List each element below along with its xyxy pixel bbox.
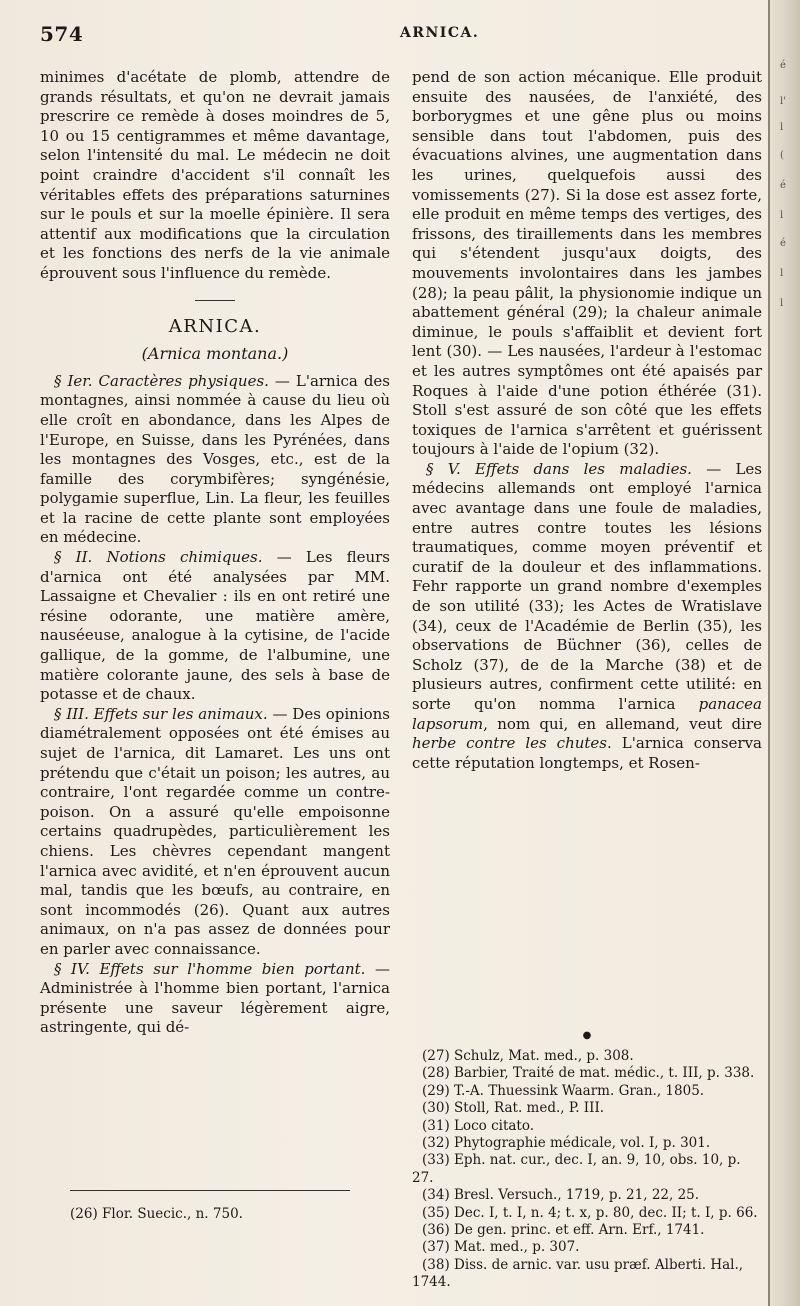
edge-letter: (: [780, 150, 784, 161]
footnote: (28) Barbier, Traité de mat. médic., t. III, p. 338.: [422, 1065, 755, 1082]
running-head: ARNICA.: [400, 25, 480, 41]
section-3: [40, 705, 390, 960]
edge-letter: l: [780, 122, 784, 133]
footnote: (31) Loco citato.: [422, 1117, 535, 1134]
section-5: [412, 460, 762, 774]
section-5-text-b: , nom qui, en allemand, veut dire: [483, 714, 762, 733]
section-1-text: — L'arnica des montagnes, ainsi nommée à cause du lieu où elle croît en abondance, dans les Alpes de l'Europe, en Suisse, dans les Pyrénées, dans les montagnes des Vosges, etc., est de la famille des corymbifères; syngénésie, polygamie superflue, Lin. La fleur, les feuilles et la racine de cette plante sont employées en médecine.: [40, 371, 390, 547]
footnote: (29) T.-A. Thuessink Waarm. Gran., 1805.: [422, 1082, 705, 1099]
section-5-label: § V. Effets dans les maladies.: [426, 459, 692, 478]
section-3-label: § III. Effets sur les animaux.: [54, 704, 268, 723]
footnote: (35) Dec. I, t. I, n. 4; t. x, p. 80, dec. II; t. I, p. 66.: [422, 1204, 758, 1221]
footnote: (27) Schulz, Mat. med., p. 308.: [422, 1048, 634, 1064]
adjacent-page-edge: [768, 0, 800, 1306]
footnote: (32) Phytographie médicale, vol. I, p. 301.: [422, 1135, 711, 1152]
page-number: 574: [40, 22, 84, 46]
section-5-text-a: — Les médecins allemands ont employé l'arnica avec avantage dans une foule de maladies, entre autres contre toutes les lésions traumatiques, comme moyen préventif et curatif de la douleur et des inflammations. Fehr rapporte un grand nombre d'exemples de son utilité (33); les Actes de Wratislave (34), ceux de l'Académie de Berlin (35), les observations de Büchner (36), celles de Scholz (37), de de la Marche (38) et de plusieurs autres, confirment cette utilité: en sorte qu'on nomma l'arnica: [412, 459, 762, 713]
edge-letter: l: [780, 298, 784, 309]
section-4-text: — Administrée à l'homme bien portant, l'arnica présente une saveur légèrement aigre, astringente, qui dé-: [40, 959, 390, 1037]
article-title: ARNICA.: [168, 315, 262, 337]
footnotes-list: [412, 1028, 762, 1292]
section-1: [40, 372, 390, 548]
section-divider: [195, 300, 235, 301]
left-column: [40, 68, 390, 1038]
edge-letter: l': [780, 96, 786, 107]
section-1-label: § Ier. Caractères physiques.: [54, 371, 269, 390]
right-column: [412, 68, 762, 773]
section-2-text: — Les fleurs d'arnica ont été analysées par MM. Lassaigne et Chevalier : ils en ont retiré une résine odorante, une matière amère, nauséeuse, analogue à la cytisine, de l'acide gallique, de la gomme, de l'albumine, une matière colorante jaune, des sels à base de potasse et de chaux.: [40, 548, 390, 704]
footnote: (30) Stoll, Rat. med., P. III.: [422, 1100, 605, 1117]
footnote: (33) Eph. nat. cur., dec. I, an. 9, 10, obs. 10, p. 27.: [412, 1152, 741, 1186]
edge-letter: é: [780, 238, 786, 249]
section-2-label: § II. Notions chimiques.: [54, 548, 263, 567]
section-5-text-c: . L'arnica conserva cette réputation longtemps, et Rosen-: [412, 734, 763, 772]
edge-letter: é: [780, 60, 786, 71]
footnote: (38) Diss. de arnic. var. usu præf. Alberti. Hal., 1744.: [412, 1256, 744, 1291]
bullet-mark: ●: [582, 1030, 592, 1041]
intro-paragraph: minimes d'acétate de plomb, attendre de grands résultats, et qu'on ne devrait jamais prescrire ce remède à doses moindres de 5, 10 ou 15 centigrammes et même davantage, selon l'intensité du mal. Le médecin ne doit point craindre d'accident s'il connaît les véritables effets des préparations saturnines sur le pouls et sur la moelle épinière. Il sera attentif aux modifications que la circulation et les fonctions des nerfs de la vie animale éprouvent sous l'influence du remède.: [40, 68, 390, 282]
section-3-text: — Des opinions diamétralement opposées ont été émises au sujet de l'arnica, dit Lamaret. Les uns ont prétendu que c'était un poison; les autres, au contraire, l'ont regardée comme un contre-poison. On a assuré qu'elle empoisonne certains quadrupèdes, particulièrement les chiens. Les chèvres cependant mangent l'arnica avec avidité, et n'en éprouvent aucun mal, tandis que les bœufs, au contraire, en sont incommodés (26). Quant aux autres animaux, on n'a pas assez de données pour en parler avec connaissance.: [40, 704, 391, 958]
section-5-emphasis-2: herbe contre les chutes: [412, 734, 608, 753]
page-header: [40, 22, 760, 52]
footnote-rule: [70, 1190, 350, 1191]
footnote: (36) De gen. princ. et eff. Arn. Erf., 1741.: [422, 1222, 705, 1239]
footnote-26: (26) Flor. Suecic., n. 750.: [70, 1206, 243, 1222]
section-4: [40, 960, 390, 1038]
edge-letter: l: [780, 268, 784, 279]
edge-letter: é: [780, 180, 786, 191]
edge-letter: l: [780, 210, 784, 221]
article-subtitle: (Arnica montana.): [141, 344, 289, 364]
section-2: [40, 548, 390, 705]
footnote: (34) Bresl. Versuch., 1719, p. 21, 22, 25.: [422, 1187, 700, 1204]
section-4-label: § IV. Effets sur l'homme bien portant.: [54, 959, 366, 978]
right-paragraph-1: pend de son action mécanique. Elle produit ensuite des nausées, de l'anxiété, des borborygmes et une gêne plus ou moins sensible dans tout l'abdomen, puis des évacuations alvines, une augmentation dans les urines, quelquefois aussi des vomissements (27). Si la dose est assez forte, elle produit en même temps des vertiges, des frissons, des tiraillements dans les membres qui s'étendent jusqu'aux doigts, des mouvements involontaires dans les jambes (28); la peau pâlit, la physionomie indique un abattement général (29); la chaleur animale diminue, le pouls s'affaiblit et devient fort lent (30). — Les nausées, l'ardeur à l'estomac et les autres symptômes ont été apaisés par Roques à l'aide d'une potion éthérée (31). Stoll s'est assuré de son côté que les effets toxiques de l'arnica s'arrêtent et guérissent toujours à l'aide de l'opium (32).: [412, 68, 762, 459]
section-5-emphasis-1: panacea lapsorum: [412, 695, 762, 733]
footnote: (37) Mat. med., p. 307.: [422, 1239, 580, 1256]
